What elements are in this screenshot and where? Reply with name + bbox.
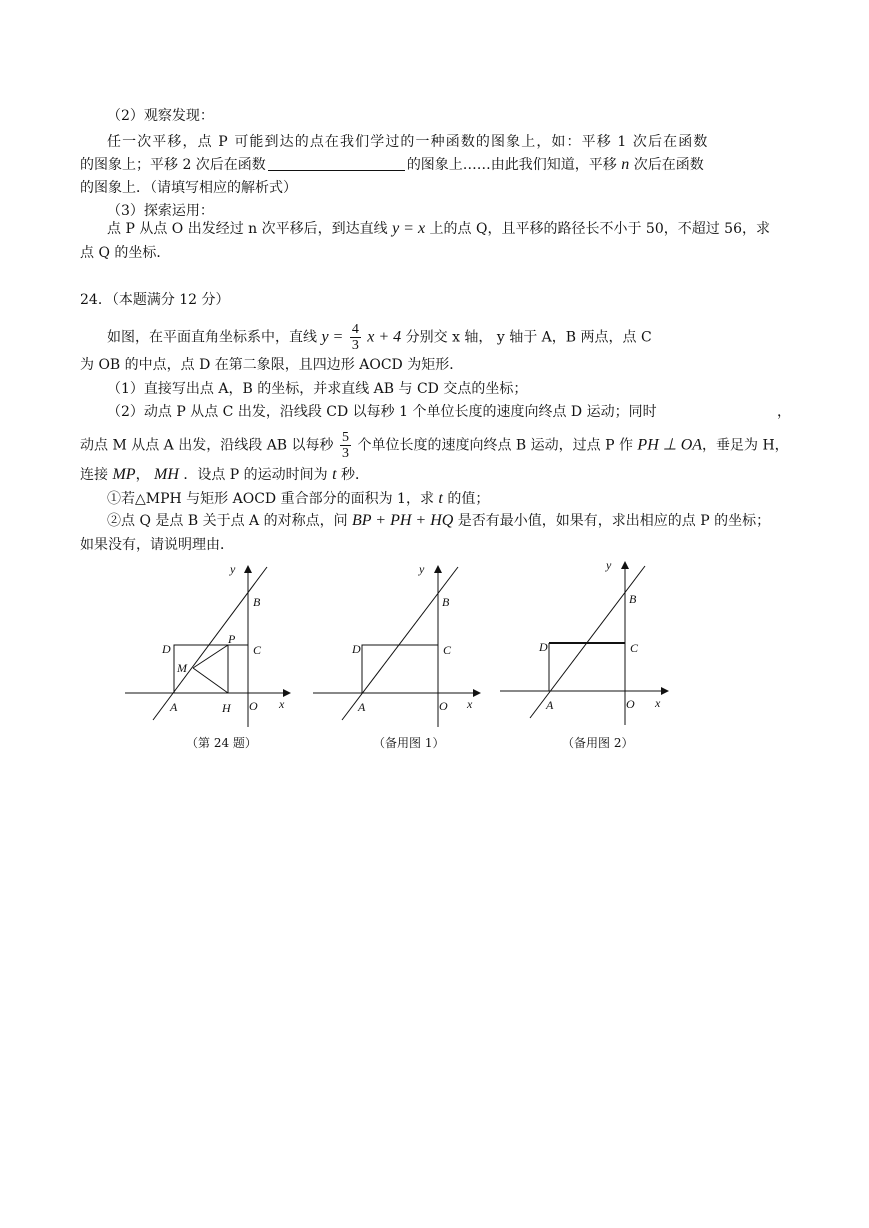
var-t: t xyxy=(332,466,337,483)
part3-line1-a: 点 P 从点 O 出发经过 n 次平移后，到达直线 xyxy=(107,221,388,237)
q24-item2-a: ②点 Q 是点 B 关于点 A 的对称点，问 xyxy=(107,513,348,529)
label-h: H xyxy=(222,701,231,715)
q24-sub2-line3-c: 秒． xyxy=(341,467,370,483)
label-o: O xyxy=(249,699,258,713)
eq-y: y = xyxy=(321,328,344,346)
var-t: t xyxy=(438,490,443,507)
q24-sub1: （1）直接写出点 A，B 的坐标，并求直线 AB 与 CD 交点的坐标； xyxy=(107,381,528,397)
q24-item1-a: ①若△MPH 与矩形 AOCD 重合部分的面积为 1，求 xyxy=(107,491,434,507)
caption-figure-24: （第 24 题） xyxy=(186,736,257,750)
label-d: D xyxy=(539,640,548,654)
q24-intro-c: y 轴于 A，B 两点，点 C xyxy=(496,329,652,346)
label-b: B xyxy=(253,595,261,609)
label-a: A xyxy=(358,700,366,714)
q24-sub2-line2-c: ，垂足为 H， xyxy=(702,437,789,454)
q24-item2-line2: 如果没有，请说明理由． xyxy=(80,537,234,553)
label-x: x xyxy=(467,697,473,711)
separator: ， xyxy=(135,467,150,483)
part3-line2: 点 Q 的坐标． xyxy=(80,245,171,261)
q24-sub2-comma: ， xyxy=(777,404,791,420)
label-m: M xyxy=(177,661,187,675)
label-c: C xyxy=(443,643,452,657)
caption-backup-1: （备用图 1） xyxy=(373,736,445,750)
label-p: P xyxy=(228,632,236,646)
figure-24 xyxy=(125,566,290,727)
part2-heading: （2）观察发现： xyxy=(107,108,214,124)
label-c: C xyxy=(253,643,262,657)
label-a: A xyxy=(546,698,554,712)
label-c: C xyxy=(630,641,639,655)
fraction-5-3: $\frac{5}{3}$ xyxy=(342,430,349,461)
eq-y-equals-x: y = x xyxy=(392,220,426,237)
q24-sub2-line3-b: ．设点 P 的运动时间为 xyxy=(183,467,328,483)
q24-sub2-line1: （2）动点 P 从点 C 出发，沿线段 CD 以每秒 1 个单位长度的速度向终点 D 运动；同时 xyxy=(107,404,657,420)
label-o: O xyxy=(626,697,635,711)
label-b: B xyxy=(629,592,637,606)
eq-ph-perp-oa: PH ⊥ OA xyxy=(637,436,703,454)
expr-bp-ph-hq: BP + PH + HQ xyxy=(352,512,454,529)
q24-intro-line2: 为 OB 的中点，点 D 在第二象限，且四边形 AOCD 为矩形． xyxy=(80,357,464,373)
q24-item2-b: 是否有最小值，如果有，求出相应的点 P 的坐标； xyxy=(457,513,771,529)
label-x: x xyxy=(279,697,285,711)
q24-intro-a: 如图，在平面直角坐标系中，直线 xyxy=(107,329,317,346)
q24-title: 24．（本题满分 12 分） xyxy=(80,292,230,308)
part3-line1-b: 上的点 Q，且平移的路径长不小于 50，不超过 56，求 xyxy=(429,221,770,237)
part3-heading: （3）探索运用： xyxy=(107,203,214,219)
part2-line3: 的图象上．（请填写相应的解析式） xyxy=(80,180,297,196)
label-y: y xyxy=(606,558,612,572)
q24-sub2-line2-b: 个单位长度的速度向终点 B 运动，过点 P 作 xyxy=(357,437,633,454)
label-x: x xyxy=(655,696,661,710)
fraction-4-3: $\frac{4}{3}$ xyxy=(351,322,359,353)
q24-intro-b: 分别交 x 轴， xyxy=(405,329,493,346)
q24-sub2-line3-a: 连接 xyxy=(80,467,108,483)
seg-mh: MH xyxy=(154,466,179,483)
segment-mp xyxy=(193,645,228,668)
part2-line1: 任一次平移，点 P 可能到达的点在我们学过的一种函数的图象上，如：平移 1 次后在函数 xyxy=(107,134,709,150)
label-d: D xyxy=(352,642,361,656)
label-d: D xyxy=(162,642,171,656)
q24-sub2-line2-a: 动点 M 从点 A 出发，沿线段 AB 以每秒 xyxy=(80,437,334,454)
q24-item1-b: 的值； xyxy=(447,491,490,507)
label-y: y xyxy=(230,562,236,576)
eq-rest: x + 4 xyxy=(367,328,402,346)
seg-mp: MP xyxy=(112,466,136,483)
rectangle-aocd xyxy=(362,645,438,693)
figure-backup-2 xyxy=(500,562,668,725)
segment-mh xyxy=(193,668,228,693)
var-n: n xyxy=(621,156,630,173)
label-a: A xyxy=(170,700,178,714)
part2-line2-a: 的图象上；平移 2 次后在函数 xyxy=(80,157,266,173)
label-y: y xyxy=(419,562,425,576)
label-b: B xyxy=(442,595,450,609)
label-o: O xyxy=(439,699,448,713)
figure-backup-1 xyxy=(313,566,480,727)
part2-line2-b: 的图象上……由此我们知道，平移 xyxy=(406,157,617,173)
part2-line2-c: 次后在函数 xyxy=(633,157,704,173)
caption-backup-2: （备用图 2） xyxy=(562,736,634,750)
